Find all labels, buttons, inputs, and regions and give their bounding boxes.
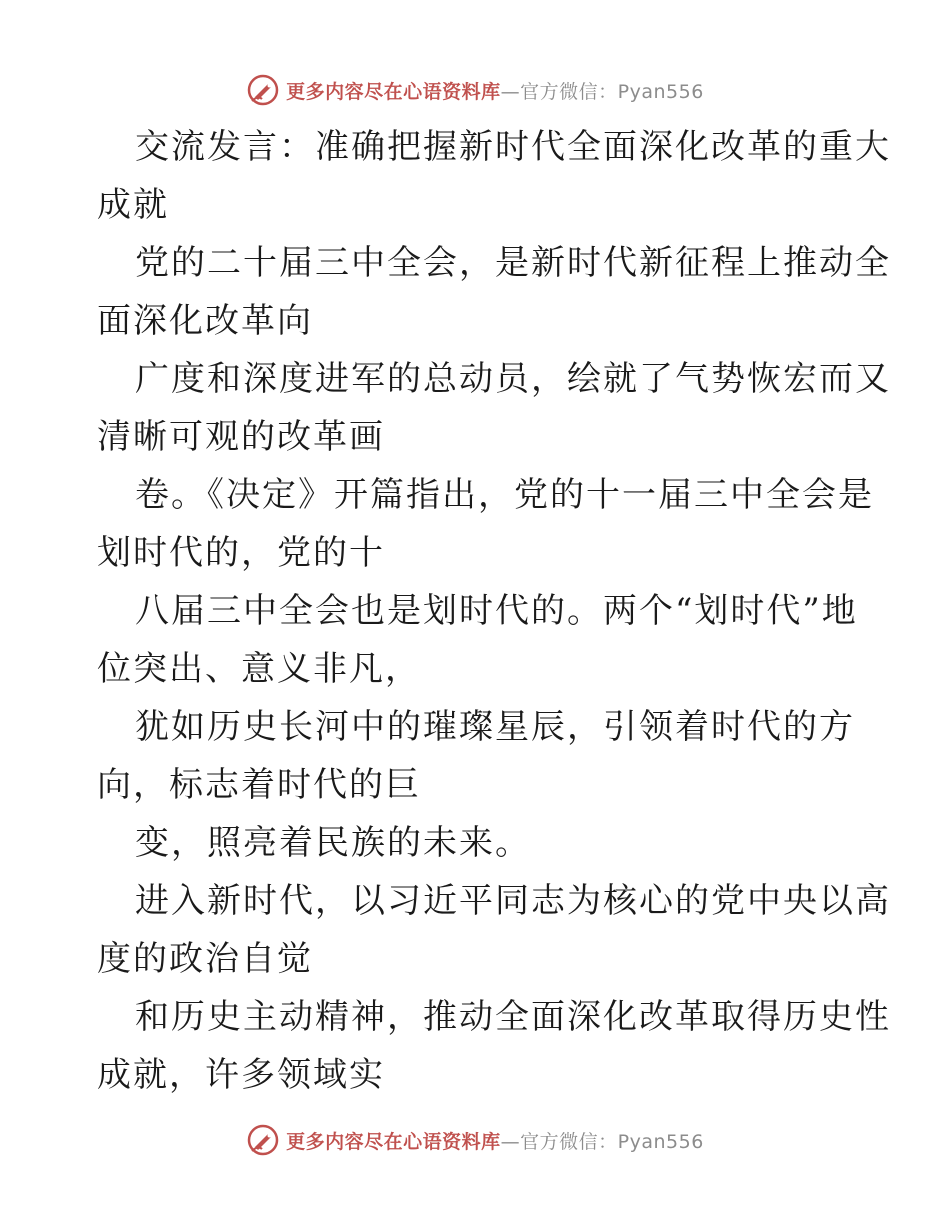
banner-text xyxy=(286,77,704,104)
header-watermark-banner xyxy=(0,70,950,110)
text-line: 向，标志着时代的巨 xyxy=(97,765,421,805)
banner-text xyxy=(286,1127,704,1154)
text-line: 清晰可观的改革画 xyxy=(97,417,385,457)
text-line: 和历史主动精神，推动全面深化改革取得历史性 xyxy=(135,997,891,1037)
text-line: 划时代的，党的十 xyxy=(97,533,385,573)
banner-main-text: 更多内容尽在心语资料库 xyxy=(286,1130,501,1153)
text-line: 进入新时代，以习近平同志为核心的党中央以高 xyxy=(135,881,891,921)
text-line: 卷。《决定》开篇指出，党的十一届三中全会是 xyxy=(135,475,874,515)
text-line: 交流发言：准确把握新时代全面深化改革的重大 xyxy=(135,127,891,167)
text-line: 广度和深度进军的总动员，绘就了气势恢宏而又 xyxy=(135,359,891,399)
text-line: 变，照亮着民族的未来。 xyxy=(135,823,531,863)
banner-separator: — xyxy=(500,1130,521,1153)
text-line: 党的二十届三中全会，是新时代新征程上推动全 xyxy=(135,243,891,283)
text-line: 面深化改革向 xyxy=(97,301,313,341)
banner-wechat-text: 官方微信：Pyan556 xyxy=(520,80,704,103)
banner-separator: — xyxy=(500,80,521,103)
text-line: 八届三中全会也是划时代的。两个“划时代”地 xyxy=(135,591,858,631)
text-line: 犹如历史长河中的璀璨星辰，引领着时代的方 xyxy=(135,707,855,747)
pen-nib-logo-icon xyxy=(246,1123,280,1157)
banner-main-text: 更多内容尽在心语资料库 xyxy=(286,80,501,103)
text-line: 成就 xyxy=(97,185,169,225)
text-line: 位突出、意义非凡， xyxy=(97,649,421,689)
pen-nib-logo-icon xyxy=(246,73,280,107)
footer-watermark-banner xyxy=(0,1120,950,1160)
text-line: 度的政治自觉 xyxy=(97,939,313,979)
banner-wechat-text: 官方微信：Pyan556 xyxy=(520,1130,704,1153)
document-body xyxy=(97,118,891,1104)
text-line: 成就，许多领域实 xyxy=(97,1055,385,1095)
